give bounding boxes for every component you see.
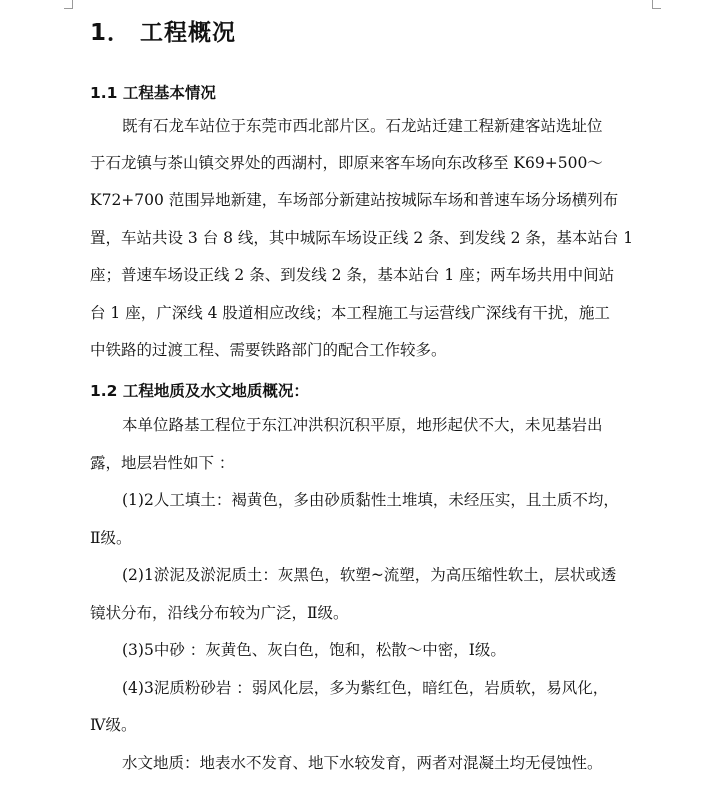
crop-mark-top-right-horizontal bbox=[652, 8, 661, 9]
list-item: (4)3泥质粉砂岩 ：弱风化层，多为紫红色，暗红色，岩质软，易风化， bbox=[122, 679, 609, 697]
paragraph-line: 水文地质：地表水不发育、地下水较发育，两者对混凝土均无侵蚀性。 bbox=[122, 754, 603, 772]
crop-mark-top-right-vertical bbox=[652, 0, 653, 8]
section-heading-basic-info: 1.1 工程基本情况 bbox=[90, 84, 216, 102]
page-title: 1． 工程概况 bbox=[90, 20, 237, 46]
paragraph-line: K72+700 范围异地新建，车场部分新建站按城际车场和普速车场分场横列布 bbox=[90, 191, 619, 209]
paragraph-line: 既有石龙车站位于东莞市西北部片区。石龙站迁建工程新建客站选址位 bbox=[122, 117, 603, 135]
paragraph-line: 中铁路的过渡工程、需要铁路部门的配合工作较多。 bbox=[90, 341, 447, 359]
paragraph-line: 于石龙镇与茶山镇交界处的西湖村，即原来客车场向东改移至 K69+500～ bbox=[90, 154, 603, 172]
paragraph-line: 座；普速车场设正线 2 条、到发线 2 条，基本站台 1 座；两车场共用中间站 bbox=[90, 266, 615, 284]
crop-mark-top-left-horizontal bbox=[64, 8, 73, 9]
list-item: (1)2人工填土：褐黄色，多由砂质黏性土堆填，未经压实，且土质不均， bbox=[122, 491, 619, 509]
list-item-continuation: 镜状分布，沿线分布较为广泛，Ⅱ级。 bbox=[90, 604, 349, 622]
list-item-continuation: Ⅳ级。 bbox=[90, 716, 137, 734]
section-heading-geology: 1.2 工程地质及水文地质概况： bbox=[90, 382, 309, 400]
paragraph-line: 台 1 座，广深线 4 股道相应改线；本工程施工与运营线广深线有干扰，施工 bbox=[90, 304, 610, 322]
list-item: (3)5中砂 ：灰黄色、灰白色，饱和，松散～中密，Ⅰ级。 bbox=[122, 641, 506, 659]
list-item-continuation: Ⅱ级。 bbox=[90, 529, 132, 547]
list-item: (2)1淤泥及淤泥质土：灰黑色，软塑~流塑，为高压缩性软土，层状或透 bbox=[122, 566, 617, 584]
crop-mark-top-left-vertical bbox=[72, 0, 73, 8]
paragraph-line: 置，车站共设 3 台 8 线，其中城际车场设正线 2 条、到发线 2 条，基本站台 1 bbox=[90, 229, 634, 247]
paragraph-line: 本单位路基工程位于东江冲洪积沉积平原，地形起伏不大，未见基岩出 bbox=[122, 416, 603, 434]
paragraph-line: 露，地层岩性如下 ： bbox=[90, 454, 235, 472]
